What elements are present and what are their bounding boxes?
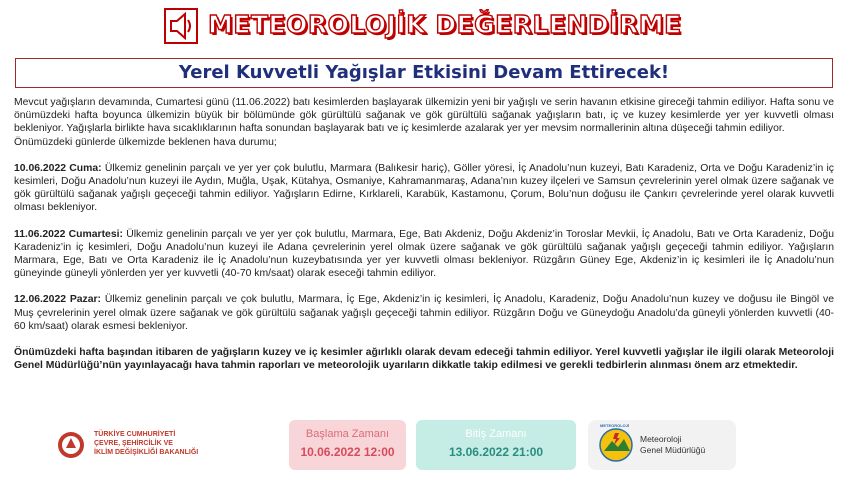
end-time-label: Bitiş Zamanı — [465, 428, 527, 440]
mgm-emblem-icon — [598, 425, 634, 465]
footer — [0, 418, 850, 474]
end-time-card — [416, 420, 576, 470]
day-forecast-1 — [14, 162, 834, 215]
intro-paragraph: Mevcut yağışların devamında, Cumartesi günü (11.06.2022) batı kesimlerden başlayarak ülkemizin yeni bir yağışlı ve serin havanın etkisine gireceği tahmin ediliyor. Hafta sonu ve önümüzdeki hafta boyunca ülkemizin büyük bir bölümünde gök gürültülü sağanak ve gök gürültülü sağanak yağışların batı, iç ve kuzey kesimlerde yer yer kuvvetli olması bekleniyor. Yağışlarla birlikte hava sıcaklıklarının hafta sonundan başlayarak batı ve iç kesimlerde azalarak yer yer mevsim normallerinin altına düşeceği tahmin ediliyor. — [14, 97, 834, 135]
day-text: Ülkemiz genelinin parçalı ve çok bulutlu, Marmara, İç Ege, Akdeniz’in iç kesimleri, İç Anadolu, Karadeniz, Doğu Anadolu’nun kuzey ve doğusu ile Bingöl ve Muş çevrelerinin yerel olmak üzere sağanak ve gök gürültülü sağanak yağışlı geçeceği tahmin ediliyor. Rüzgârın Doğu ve Güneydoğu Anadolu’da güneyli yönlerden kuvvetli (40-60 km/saat) olarak esmesi bekleniyor. — [14, 294, 834, 332]
start-time-card — [289, 420, 406, 470]
ministry-logo — [56, 424, 256, 468]
mgm-name: Meteoroloji Genel Müdürlüğü — [640, 434, 706, 455]
mgm-badge-text: METEOROLOJİ — [600, 423, 630, 428]
mgm-logo — [588, 420, 736, 470]
speaker-icon — [164, 8, 198, 44]
day-forecast-3 — [14, 293, 834, 333]
day-forecast-2 — [14, 228, 834, 281]
header-title: METEOROLOJİK DEĞERLENDİRME — [208, 10, 682, 39]
ministry-emblem-icon — [56, 426, 86, 464]
closing-paragraph: Önümüzdeki hafta başından itibaren de yağışların kuzey ve iç kesimler ağırlıklı olarak devam edeceği tahmin ediliyor. Yerel kuvvetli yağışlar ile ilgili olarak Meteoroloji Genel Müdürlüğü’nün yayınlayacağı hava tahmin raporları ve meteorolojik uyarıların dikkatle takip edilmesi ve gerekli tedbirlerin alınması önem arz etmektedir. — [14, 347, 834, 372]
day-text: Ülkemiz genelinin parçalı ve yer yer çok bulutlu, Marmara, Ege, Batı Akdeniz, Doğu Akdeniz’in Toroslar Mevkii, İç Anadolu, Batı ve Orta Karadeniz, Doğu Karadeniz’in iç kesimleri, Doğu Anadolu’nun kuzeyi ile Adana çevrelerinin yerel olmak üzere sağanak ve gök gürültülü sağanak yağışlı geçeceği tahmin ediliyor. Yağışların Marmara, Ege, Batı ve Orta Karadeniz ile İç Anadolu’nun kuzeybatısında yer yer kuvvetli olması bekleniyor. Rüzgârın Güney Ege, Akdeniz’in iç kesimleri ile İç Anadolu’nun güneyinde güneyli yönlerden yer yer kuvvetli (40-70 km/saat) olarak eseceği tahmin ediliyor. — [14, 228, 834, 280]
bulletin-header — [160, 6, 680, 48]
day-date: 10.06.2022 Cuma: — [14, 162, 102, 174]
headline-box — [15, 58, 833, 88]
headline: Yerel Kuvvetli Yağışlar Etkisini Devam Ettirecek! — [178, 62, 670, 83]
end-time-value: 13.06.2022 21:00 — [448, 445, 544, 459]
start-time-value: 10.06.2022 12:00 — [300, 445, 395, 459]
start-time-label: Başlama Zamanı — [305, 428, 390, 440]
bulletin-body — [14, 96, 834, 372]
ministry-name: TÜRKİYE CUMHURİYETİ ÇEVRE, ŞEHİRCİLİK VE İKLİM DEĞİŞİKLİĞİ BAKANLIĞI — [94, 431, 199, 456]
day-text: Ülkemiz genelinin parçalı ve yer yer çok bulutlu, Marmara (Balıkesir hariç), Göller yöresi, İç Anadolu’nun kuzeyi, Batı Karadeniz, Orta ve Doğu Karadeniz’in iç kesimleri, Doğu Anadolu’nun kuzeyi ile Aydın, Muğla, Uşak, Kütahya, Osmaniye, Kahramanmaraş, Adana’nın kuzey ilçeleri ve Samsun çevrelerinin yerel olmak üzere sağanak ve gök gürültülü sağanak yağışlı geçeceği tahmin ediliyor. Yağışların Edirne, Kırklareli, Karabük, Kastamonu, Çorum, Bolu’nun doğusu ile Çankırı çevrelerinde yerel olarak kuvvetli olması bekleniyor. — [14, 162, 834, 214]
day-date: 11.06.2022 Cumartesi: — [14, 228, 123, 240]
day-date: 12.06.2022 Pazar: — [14, 294, 102, 306]
intro-tail: Önümüzdeki günlerde ülkemizde beklenen hava durumu; — [14, 136, 277, 148]
